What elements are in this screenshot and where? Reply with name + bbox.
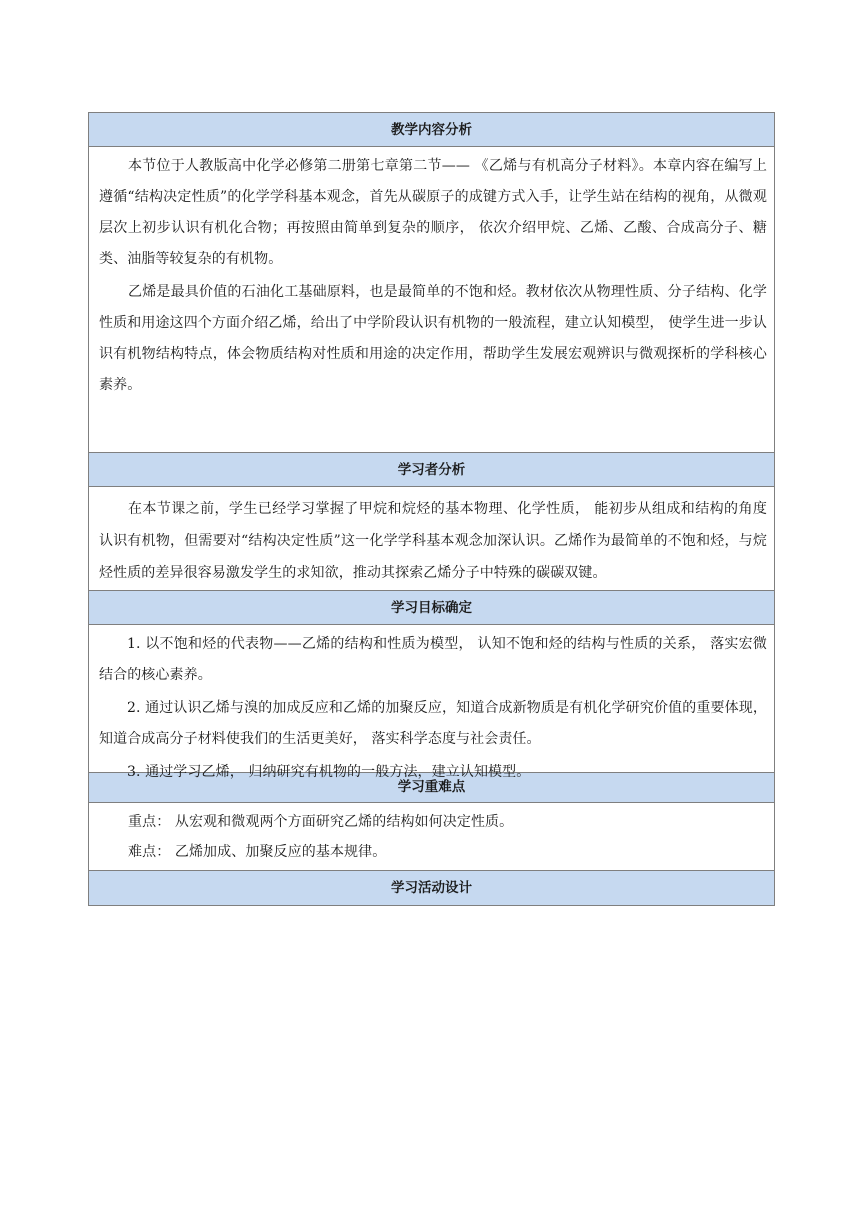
paragraph: 本节位于人教版高中化学必修第二册第七章第二节—— 《乙烯与有机高分子材料》。本章内容在编写上遵循“结构决定性质”的化学学科基本观念，首先从碳原子的成键方式入手，让学生站在结构的视角，从微观层次上初步认识有机化合物；再按照由简单到复杂的顺序， 依次介绍甲烷、乙烯、乙酸、合成高分子、糖类、油脂等较复杂的有机物。 — [99, 158, 767, 267]
section-header-key-difficulties: 学习重难点 — [89, 773, 774, 803]
section-header-activity-design: 学习活动设计 — [89, 871, 774, 905]
section-body-key-difficulties — [89, 803, 774, 871]
section-body-content-analysis — [89, 147, 774, 453]
paragraph: 乙烯是最具价值的石油化工基础原料，也是最简单的不饱和烃。教材依次从物理性质、分子结构、化学性质和用途这四个方面介绍乙烯，给出了中学阶段认识有机物的一般流程，建立认知模型， 使学生进一步认识有机物结构特点，体会物质结构对性质和用途的决定作用，帮助学生发展宏观辨识与微观探析的学科核心素养。 — [99, 284, 767, 393]
lesson-plan-table — [88, 112, 775, 906]
difficulty-point: 难点： 乙烯加成、加聚反应的基本规律。 — [128, 844, 387, 860]
key-point: 重点： 从宏观和微观两个方面研究乙烯的结构如何决定性质。 — [128, 814, 514, 830]
section-header-learner-analysis: 学习者分析 — [89, 453, 774, 487]
section-header-content-analysis: 教学内容分析 — [89, 113, 774, 147]
section-header-learning-goals: 学习目标确定 — [89, 591, 774, 625]
goal-item: 1. 以不饱和烃的代表物——乙烯的结构和性质为模型， 认知不饱和烃的结构与性质的关系， 落实宏微结合的核心素养。 — [99, 636, 767, 683]
section-body-learner-analysis — [89, 487, 774, 591]
goal-item: 2. 通过认识乙烯与溴的加成反应和乙烯的加聚反应，知道合成新物质是有机化学研究价值的重要体现， 知道合成高分子材料使我们的生活更美好， 落实科学态度与社会责任。 — [99, 700, 767, 747]
section-body-learning-goals — [89, 625, 774, 780]
paragraph: 在本节课之前，学生已经学习掌握了甲烷和烷烃的基本物理、化学性质， 能初步从组成和结构的角度认识有机物，但需要对“结构决定性质”这一化学学科基本观念加深认识。乙烯作为最简单的不饱和烃，与烷烃性质的差异很容易激发学生的求知欲，推动其探索乙烯分子中特殊的碳碳双键。 — [99, 501, 767, 581]
goal-item: 3. 通过学习乙烯， 归纳研究有机物的一般方法，建立认知模型。 — [127, 764, 531, 780]
